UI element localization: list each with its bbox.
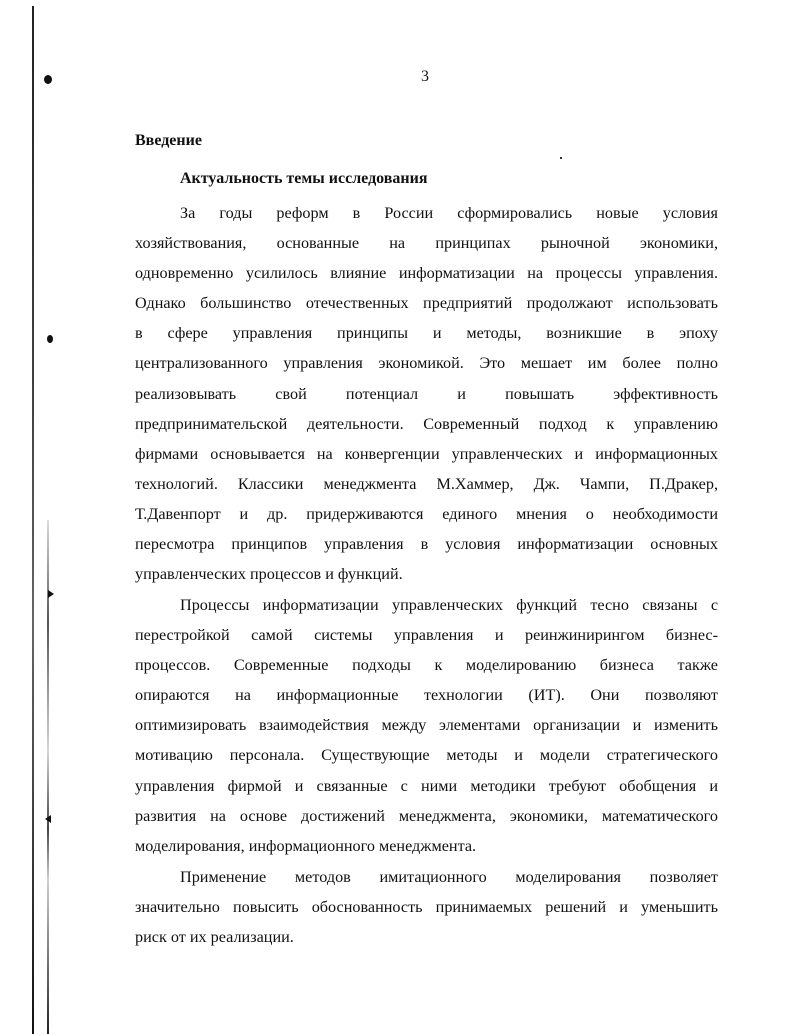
binding-edge-line (32, 6, 34, 1034)
paragraph-line: опираются на информационные технологии (ИТ). Они позволяют (135, 686, 718, 705)
paragraph-line: мотивацию персонала. Существующие методы и модели стратегического (135, 746, 718, 765)
paragraph-line: оптимизировать взаимодействия между элементами организации и изменить (135, 716, 718, 735)
paragraph-line: хозяйствования, основанные на принципах рыночной экономики, (135, 234, 718, 253)
paragraph-line: одновременно усилилось влияние информатизации на процессы управления. (135, 264, 718, 283)
paragraph-line: реализовывать свой потенциал и повышать эффективность (135, 384, 718, 403)
scan-artifact-mark (48, 590, 54, 598)
paragraph-line: перестройкой самой системы управления и реинжинирингом бизнес- (135, 626, 718, 645)
paragraph-line: предпринимательской деятельности. Современный подход к управлению (135, 414, 718, 433)
paragraph-line: За годы реформ в России сформировались новые условия (180, 204, 718, 222)
paragraph-1 (135, 198, 718, 589)
paragraph-line: значительно повысить обоснованность принимаемых решений и уменьшить (135, 898, 718, 917)
paragraph-line: управления фирмой и связанные с ними методики требуют обобщения и (135, 776, 718, 795)
paragraph-3 (135, 862, 718, 952)
paragraph-line: риск от их реализации. (135, 928, 294, 947)
paragraph-line: Однако большинство отечественных предприятий продолжают использовать (135, 294, 718, 313)
paragraph-line: фирмами основывается на конвергенции управленческих и информационных (135, 444, 718, 463)
paragraph-line: пересмотра принципов управления в условия информатизации основных (135, 535, 718, 554)
section-heading: Введение (135, 132, 202, 149)
scan-speck (560, 157, 562, 159)
paragraph-line: Т.Давенпорт и др. придерживаются единого мнения о необходимости (135, 504, 718, 523)
paragraph-line: моделирования, информационного менеджмента. (135, 836, 477, 855)
paragraph-line: Процессы информатизации управленческих функций тесно связаны с (180, 596, 718, 614)
paragraph-line: в сфере управления принципы и методы, возникшие в эпоху (135, 324, 718, 343)
subsection-heading: Актуальность темы исследования (180, 170, 428, 187)
paragraph-2 (135, 590, 718, 861)
paragraph-line: развития на основе достижений менеджмента, экономики, математического (135, 806, 718, 825)
paragraph-line: технологий. Классики менеджмента М.Хаммер, Дж. Чампи, П.Дракер, (135, 474, 718, 493)
page-number: 3 (421, 68, 429, 85)
punch-hole-mark (47, 335, 53, 343)
paragraph-line: Применение методов имитационного моделирования позволяет (180, 868, 718, 886)
paragraph-line: процессов. Современные подходы к моделированию бизнеса также (135, 656, 718, 675)
paragraph-line: централизованного управления экономикой. Это мешает им более полно (135, 354, 718, 373)
paragraph-line: управленческих процессов и функций. (135, 565, 403, 584)
